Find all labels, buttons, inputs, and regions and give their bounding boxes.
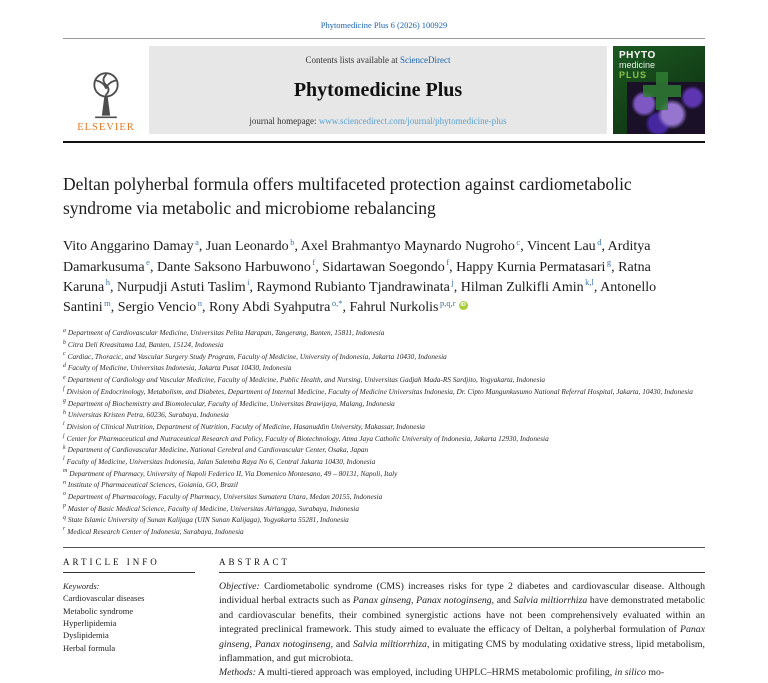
article-title: Deltan polyherbal formula offers multifaceted protection against cardiometabolic syndrome via metabolic and microbiome rebalancing bbox=[63, 174, 632, 219]
abstract-methods-paragraph: Methods: A multi-tiered approach was employed, including UHPLC–HRMS metabolomic profiling, in silico mo- bbox=[219, 667, 665, 679]
affiliation bbox=[63, 514, 705, 526]
affiliation-text: Faculty of Medicine, Universitas Indonesia, Jalan Salemba Raya No 6, Central Jakarta 10430, Indonesia bbox=[66, 456, 376, 466]
affiliation-sup: a bbox=[63, 328, 66, 335]
author[interactable] bbox=[349, 297, 456, 316]
author-affiliation-sup: o,* bbox=[331, 297, 343, 308]
affiliation-sup: q bbox=[63, 514, 66, 521]
affiliation-text: Department of Cardiology and Vascular Medicine, Faculty of Medicine, Public Health, and Nursing, Universitas Gadjah Mada-RS Sardjito, Yogyakarta, Indonesia bbox=[67, 375, 546, 385]
author[interactable] bbox=[208, 297, 349, 316]
elsevier-wordmark: ELSEVIER bbox=[77, 122, 135, 133]
affiliation-text: Institute of Pharmaceutical Sciences, Goiania, GO, Brazil bbox=[67, 480, 238, 490]
affiliation-sup: g bbox=[63, 398, 66, 405]
author-name: Rony Abdi Syahputra bbox=[208, 300, 331, 316]
author[interactable] bbox=[256, 277, 461, 295]
affiliation-sup: k bbox=[63, 444, 66, 451]
keywords-label: Keywords: bbox=[63, 580, 100, 591]
author-affiliation-sup: e bbox=[146, 256, 150, 267]
author-name: Sergio Vencio bbox=[117, 300, 197, 316]
author-affiliation-sup: d bbox=[597, 236, 602, 247]
journal-cover-thumbnail[interactable] bbox=[613, 46, 705, 134]
affiliation-text: Department of Cardiovascular Medicine, Universitas Pelita Harapan, Tangerang, Banten, 15811, Indonesia bbox=[67, 328, 385, 338]
affiliation-sup: m bbox=[63, 468, 68, 475]
author[interactable] bbox=[322, 256, 456, 275]
journal-title: Phytomedicine Plus bbox=[293, 79, 463, 101]
affiliation bbox=[63, 433, 705, 445]
author-name: Fahrul Nurkolis bbox=[349, 300, 439, 316]
header-divider bbox=[63, 141, 705, 143]
author-name: Vito Anggarino Damay bbox=[63, 239, 194, 255]
author-affiliation-sup: k,l bbox=[585, 277, 594, 288]
affiliation-sup: r bbox=[63, 526, 66, 533]
author[interactable] bbox=[117, 297, 209, 316]
homepage-label: journal homepage: bbox=[249, 116, 317, 126]
affiliation-text: Faculty of Medicine, Universitas Indonesia, Jakarta Pusat 10430, Indonesia bbox=[67, 363, 292, 373]
abstract-heading: ABSTRACT bbox=[219, 557, 705, 573]
author-affiliation-sup: h bbox=[105, 277, 110, 288]
author-affiliation-sup: a bbox=[195, 236, 199, 247]
affiliation-sup: f bbox=[63, 386, 65, 393]
author[interactable] bbox=[456, 256, 618, 275]
affiliation-sup: p bbox=[63, 503, 66, 510]
affiliation bbox=[63, 479, 705, 491]
author-name: Dante Saksono Harbuwono bbox=[156, 259, 311, 275]
top-divider bbox=[63, 38, 705, 39]
author-name: Happy Kurnia Permatasari bbox=[456, 259, 606, 275]
affiliation-text: Division of Endocrinology, Metabolism, and Diabetes, Department of Internal Medicine, Faculty of Medicine Universitas Indonesia, Dr. Cipto Mangunkusumo National Referral Hospital, Jakarta, 10430, Indonesia bbox=[66, 386, 693, 396]
affiliation-text: Department of Pharmacy, University of Napoli Federico II, Via Domenico Montesano, 49 – 80131, Napoli, Italy bbox=[69, 468, 398, 478]
keyword: Metabolic syndrome bbox=[63, 605, 134, 616]
affiliation-text: Cardiac, Thoracic, and Vascular Surgery Study Program, Faculty of Medicine, University of Indonesia, Jakarta 10430, Indonesia bbox=[67, 351, 447, 361]
affiliation bbox=[63, 386, 705, 398]
affiliation-text: Universitas Kristen Petra, 60236, Surabaya, Indonesia bbox=[67, 410, 229, 420]
affiliation-text: Master of Basic Medical Science, Faculty of Medicine, Universitas Airlangga, Surabaya, Indonesia bbox=[67, 503, 359, 513]
affiliation-text: Department of Pharmacology, Faculty of Pharmacy, Universitas Sumatera Utara, Medan 20155, Indonesia bbox=[67, 491, 383, 501]
author[interactable] bbox=[205, 236, 301, 255]
affiliation bbox=[63, 491, 705, 503]
author-affiliation-sup: f bbox=[312, 256, 316, 267]
affiliation-text: Center for Pharmaceutical and Nutraceutical Research and Policy, Faculty of Biotechnology, Atma Jaya Catholic University of Indonesia, Jakarta 12930, Indonesia bbox=[66, 433, 549, 443]
author-name: Nurpudji Astuti Taslim bbox=[116, 279, 246, 295]
journal-banner bbox=[149, 46, 607, 134]
sciencedirect-link[interactable]: ScienceDirect bbox=[400, 55, 451, 65]
cover-title: PHYTO medicine PLUS bbox=[619, 50, 656, 80]
affiliation bbox=[63, 409, 705, 421]
author-name: Juan Leonardo bbox=[205, 239, 289, 255]
author-name: Raymond Rubianto Tjandrawinata bbox=[256, 279, 450, 295]
author[interactable] bbox=[526, 236, 608, 255]
keyword: Cardiovascular diseases bbox=[63, 593, 145, 604]
abstract-objective-paragraph: Objective: Cardiometabolic syndrome (CMS) increases risks for type 2 diabetes and cardiovascular disease. Although individual herbal extracts such as Panax ginseng, Panax notoginseng, and Salvia miltiorrhiza have demonstrated metabolic and cardiovascular benefits, their combined synergistic actions have not been comprehensively evaluated within an integrated preclinical framework. This study aimed to evaluate the efficacy of Deltan, a polyherbal formulation of Panax ginseng, Panax notoginseng, and Salvia miltiorrhiza, in mitigating CMS by modulating oxidative stress, lipid metabolism, inflammation, and gut microbiota. bbox=[219, 580, 705, 664]
contents-line bbox=[161, 55, 595, 65]
affiliation-text: Medical Research Center of Indonesia, Surabaya, Indonesia bbox=[67, 526, 244, 536]
author-affiliation-sup: c bbox=[516, 236, 521, 247]
section-divider bbox=[63, 547, 705, 548]
author-list bbox=[63, 236, 657, 316]
affiliation bbox=[63, 456, 705, 468]
author-affiliation-sup: m bbox=[104, 297, 111, 308]
author-affiliation-sup: b bbox=[290, 236, 295, 247]
author[interactable] bbox=[300, 236, 527, 255]
affiliation bbox=[63, 503, 705, 515]
affiliation-sup: j bbox=[63, 433, 65, 440]
affiliation bbox=[63, 421, 705, 433]
author-affiliation-sup: g bbox=[606, 256, 612, 267]
affiliation-sup: d bbox=[63, 363, 66, 370]
affiliation bbox=[63, 468, 705, 480]
keywords-list bbox=[63, 592, 195, 654]
contents-text: Contents lists available at bbox=[305, 55, 398, 65]
affiliation-sup: h bbox=[63, 409, 66, 416]
author-affiliation-sup: f bbox=[446, 256, 450, 267]
author-name: Vincent Lau bbox=[526, 239, 596, 255]
paper-page bbox=[0, 20, 768, 681]
affiliation-sup: c bbox=[63, 351, 66, 358]
journal-homepage-link[interactable]: www.sciencedirect.com/journal/phytomedicine-plus bbox=[318, 116, 507, 126]
article-info-column bbox=[63, 557, 195, 681]
affiliation-text: Department of Biochemistry and Biomolecular, Faculty of Medicine, Universitas Brawijaya, Malang, Indonesia bbox=[67, 398, 395, 408]
orcid-icon[interactable]: iD bbox=[460, 301, 466, 308]
author[interactable] bbox=[63, 236, 206, 255]
author[interactable] bbox=[460, 277, 600, 295]
elsevier-tree-icon bbox=[81, 67, 131, 121]
affiliation bbox=[63, 398, 705, 410]
keyword: Hyperlipidemia bbox=[63, 617, 117, 628]
affiliation-sup: l bbox=[63, 456, 65, 463]
affiliation-sup: b bbox=[63, 339, 66, 346]
author-name: Axel Brahmantyo Maynardo Nugroho bbox=[300, 239, 515, 255]
affiliation-text: Citra Deli Kreasitama Ltd, Banten, 15124, Indonesia bbox=[67, 340, 224, 350]
journal-ref[interactable]: Phytomedicine Plus 6 (2026) 100929 bbox=[320, 20, 448, 30]
affiliation-text: Department of Cardiovascular Medicine, National Cerebral and Cardiovascular Center, Osaka, Japan bbox=[67, 445, 369, 455]
keyword: Herbal formula bbox=[63, 642, 116, 653]
affiliation bbox=[63, 526, 705, 538]
author-name: Antonello Santini bbox=[63, 279, 657, 316]
affiliation-sup: n bbox=[63, 479, 66, 486]
affiliation bbox=[63, 339, 705, 351]
info-abstract-section bbox=[63, 557, 705, 681]
author-name: Sidartawan Soegondo bbox=[322, 259, 445, 275]
author-affiliation-sup: p,q,r bbox=[440, 297, 456, 308]
author[interactable] bbox=[116, 277, 257, 295]
keyword: Dyslipidemia bbox=[63, 630, 109, 641]
homepage-line bbox=[161, 116, 595, 126]
author-affiliation-sup: j bbox=[451, 277, 454, 288]
author-affiliation-sup: n bbox=[197, 297, 202, 308]
author-name: Arditya Damarkusuma bbox=[63, 239, 651, 275]
author-name: Ratna Karuna bbox=[63, 259, 651, 295]
author-affiliation-sup: i bbox=[247, 277, 250, 288]
author-name: Hilman Zulkifli Amin bbox=[460, 279, 584, 295]
affiliation bbox=[63, 351, 705, 363]
affiliation bbox=[63, 444, 705, 456]
affiliation-sup: i bbox=[63, 421, 65, 428]
affiliation bbox=[63, 374, 705, 386]
affiliation bbox=[63, 362, 705, 374]
authors-line bbox=[63, 237, 681, 318]
affiliation-text: Division of Clinical Nutrition, Department of Nutrition, Faculty of Medicine, Hasanuddin University, Makassar, Indonesia bbox=[66, 421, 425, 431]
elsevier-logo[interactable] bbox=[63, 46, 149, 134]
affiliations bbox=[63, 327, 705, 537]
affiliation-text: State Islamic University of Sunan Kalijaga (UIN Sunan Kalijaga), Yogyakarta 55281, Indonesia bbox=[67, 515, 349, 525]
abstract-column bbox=[219, 557, 705, 681]
author[interactable] bbox=[156, 256, 322, 275]
affiliation-sup: e bbox=[63, 374, 66, 381]
article-info-heading: ARTICLE INFO bbox=[63, 557, 195, 573]
journal-header bbox=[63, 46, 705, 134]
affiliation bbox=[63, 327, 705, 339]
affiliation-sup: o bbox=[63, 491, 66, 498]
